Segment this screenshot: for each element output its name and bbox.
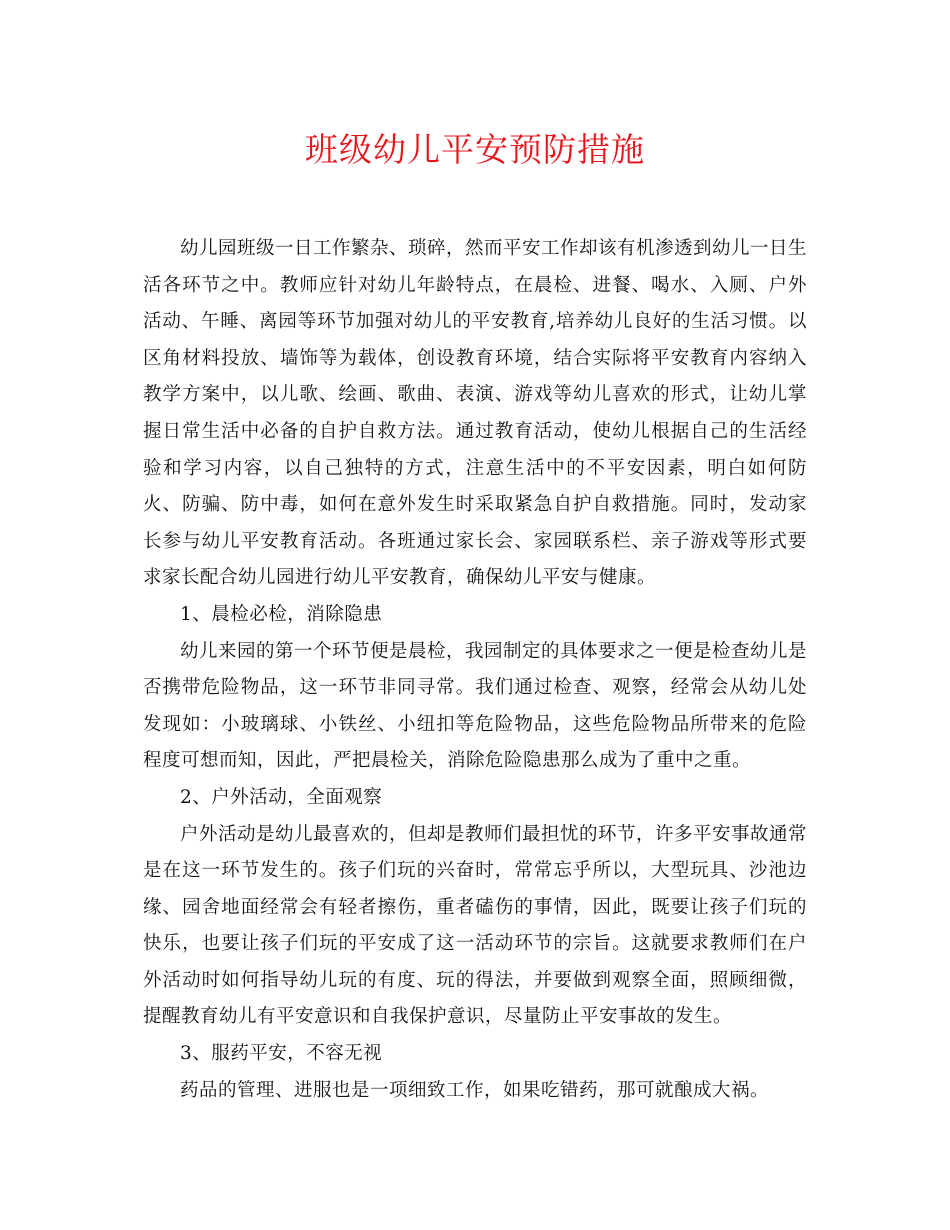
section-paragraph-1: 幼儿来园的第一个环节便是晨检，我园制定的具体要求之一便是检查幼儿是否携带危险物品，这一环节非同寻常。我们通过检查、观察，经常会从幼儿处发现如：小玻璃球、小铁丝、小纽扣等危险物品，这些危险物品所带来的危险程度可想而知，因此，严把晨检关，消除危险隐患那么成为了重中之重。	[143, 640, 808, 772]
section-heading-2: 2、户外活动，全面观察	[180, 786, 383, 808]
section-heading-3: 3、服药平安，不容无视	[180, 1043, 383, 1065]
section-heading-1: 1、晨检必检，消除隐患	[180, 603, 383, 625]
section-paragraph-3: 药品的管理、进服也是一项细致工作，如果吃错药，那可就酿成大祸。	[180, 1079, 770, 1101]
document-body	[143, 231, 807, 1109]
document-title: 班级幼儿平安预防措施	[305, 130, 645, 169]
section-paragraph-2: 户外活动是幼儿最喜欢的，但却是教师们最担忧的环节，许多平安事故通常是在这一环节发生的。孩子们玩的兴奋时，常常忘乎所以，大型玩具、沙池边缘、园舍地面经常会有轻者擦伤，重者磕伤的事情，因此，既要让孩子们玩的快乐，也要让孩子们玩的平安成了这一活动环节的宗旨。这就要求教师们在户外活动时如何指导幼儿玩的有度、玩的得法，并要做到观察全面，照顾细微，提醒教育幼儿有平安意识和自我保护意识，尽量防止平安事故的发生。	[143, 823, 808, 1028]
intro-paragraph: 幼儿园班级一日工作繁杂、琐碎，然而平安工作却该有机渗透到幼儿一日生活各环节之中。教师应针对幼儿年龄特点，在晨检、进餐、喝水、入厕、户外活动、午睡、离园等环节加强对幼儿的平安教育,培养幼儿良好的生活习惯。以区角材料投放、墙饰等为载体，创设教育环境，结合实际将平安教育内容纳入教学方案中，以儿歌、绘画、歌曲、表演、游戏等幼儿喜欢的形式，让幼儿掌握日常生活中必备的自护自救方法。通过教育活动，使幼儿根据自己的生活经验和学习内容，以自己独特的方式，注意生活中的不平安因素，明白如何防火、防骗、防中毒，如何在意外发生时采取紧急自护自救措施。同时，发动家长参与幼儿平安教育活动。各班通过家长会、家园联系栏、亲子游戏等形式要求家长配合幼儿园进行幼儿平安教育，确保幼儿平安与健康。	[143, 238, 808, 589]
